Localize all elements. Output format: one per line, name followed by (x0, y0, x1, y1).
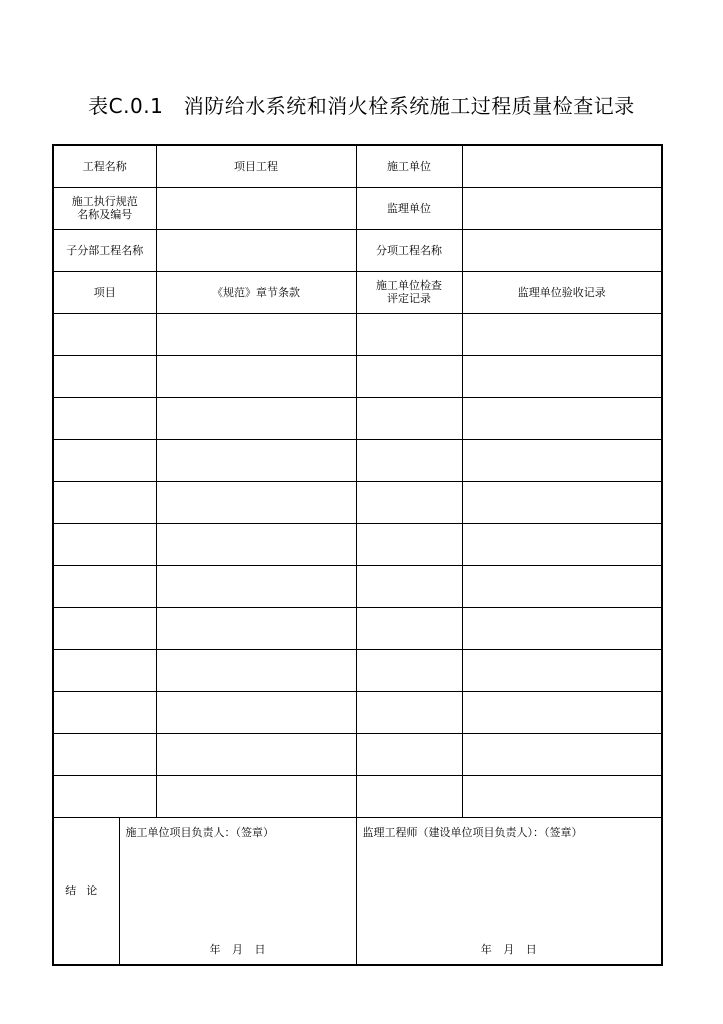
supervision-sign-cell[interactable] (356, 817, 662, 965)
clause-cell[interactable] (156, 355, 356, 397)
table-row (53, 397, 662, 439)
supervision-check-cell[interactable] (462, 649, 662, 691)
supervision-check-cell[interactable] (462, 565, 662, 607)
item-cell[interactable] (53, 313, 156, 355)
construction-check-cell[interactable] (356, 523, 462, 565)
construction-check-cell[interactable] (356, 649, 462, 691)
conclusion-row (53, 817, 662, 965)
column-header-supervision-check: 监理单位验收记录 (462, 271, 662, 313)
table-row (53, 691, 662, 733)
item-cell[interactable] (53, 481, 156, 523)
clause-cell[interactable] (156, 397, 356, 439)
supervision-check-cell[interactable] (462, 775, 662, 817)
item-cell[interactable] (53, 691, 156, 733)
spec-row (53, 187, 662, 229)
construction-check-cell[interactable] (356, 481, 462, 523)
table-row (53, 523, 662, 565)
item-cell[interactable] (53, 523, 156, 565)
spec-label: 施工执行规范 名称及编号 (71, 195, 138, 221)
construction-check-cell[interactable] (356, 397, 462, 439)
table-row (53, 733, 662, 775)
construction-sign-date: 年 月 日 (209, 942, 266, 956)
supervision-check-cell[interactable] (462, 607, 662, 649)
clause-cell[interactable] (156, 733, 356, 775)
construction-unit-label: 施工单位 (356, 145, 462, 187)
column-header-construction-check: 施工单位检查 评定记录 (376, 279, 442, 305)
construction-check-cell[interactable] (356, 565, 462, 607)
column-header-clause: 《规范》章节条款 (156, 271, 356, 313)
project-name-value[interactable]: 项目工程 (156, 145, 356, 187)
inspection-record-table (52, 144, 663, 966)
construction-sign-label: 施工单位项目负责人：（签章） (125, 825, 274, 839)
item-cell[interactable] (53, 439, 156, 481)
clause-cell[interactable] (156, 565, 356, 607)
supervision-check-cell[interactable] (462, 439, 662, 481)
construction-unit-value[interactable] (462, 145, 662, 187)
conclusion-label: 结论 (53, 817, 119, 965)
table-row (53, 565, 662, 607)
sub-division-value[interactable] (156, 229, 356, 271)
item-cell[interactable] (53, 649, 156, 691)
construction-sign-cell[interactable] (119, 817, 356, 965)
supervision-sign-date: 年 月 日 (480, 942, 537, 956)
construction-check-cell[interactable] (356, 733, 462, 775)
supervision-check-cell[interactable] (462, 355, 662, 397)
table-row (53, 481, 662, 523)
project-row (53, 145, 662, 187)
supervision-check-cell[interactable] (462, 523, 662, 565)
table-row (53, 607, 662, 649)
construction-check-cell[interactable] (356, 775, 462, 817)
form-title: 表C.0.1 消防给水系统和消火栓系统施工过程质量检查记录 (88, 94, 635, 118)
supervision-unit-label: 监理单位 (356, 187, 462, 229)
item-cell[interactable] (53, 775, 156, 817)
construction-check-cell[interactable] (356, 313, 462, 355)
sub-item-value[interactable] (462, 229, 662, 271)
supervision-sign-label: 监理工程师（建设单位项目负责人）：（签章） (362, 825, 583, 839)
column-header-row (53, 271, 662, 313)
supervision-check-cell[interactable] (462, 691, 662, 733)
sub-division-label: 子分部工程名称 (53, 229, 156, 271)
supervision-check-cell[interactable] (462, 481, 662, 523)
project-name-label: 工程名称 (53, 145, 156, 187)
construction-check-cell[interactable] (356, 355, 462, 397)
division-row (53, 229, 662, 271)
construction-check-cell[interactable] (356, 607, 462, 649)
clause-cell[interactable] (156, 523, 356, 565)
table-row (53, 775, 662, 817)
construction-check-cell[interactable] (356, 691, 462, 733)
table-row (53, 355, 662, 397)
clause-cell[interactable] (156, 313, 356, 355)
clause-cell[interactable] (156, 481, 356, 523)
clause-cell[interactable] (156, 691, 356, 733)
clause-cell[interactable] (156, 649, 356, 691)
clause-cell[interactable] (156, 607, 356, 649)
item-cell[interactable] (53, 733, 156, 775)
supervision-unit-value[interactable] (462, 187, 662, 229)
column-header-item: 项目 (53, 271, 156, 313)
supervision-check-cell[interactable] (462, 733, 662, 775)
item-cell[interactable] (53, 607, 156, 649)
sub-item-label: 分项工程名称 (356, 229, 462, 271)
spec-value[interactable] (156, 187, 356, 229)
clause-cell[interactable] (156, 775, 356, 817)
table-row (53, 439, 662, 481)
item-cell[interactable] (53, 355, 156, 397)
clause-cell[interactable] (156, 439, 356, 481)
construction-check-cell[interactable] (356, 439, 462, 481)
item-cell[interactable] (53, 397, 156, 439)
table-row (53, 313, 662, 355)
supervision-check-cell[interactable] (462, 397, 662, 439)
supervision-check-cell[interactable] (462, 313, 662, 355)
table-row (53, 649, 662, 691)
item-cell[interactable] (53, 565, 156, 607)
